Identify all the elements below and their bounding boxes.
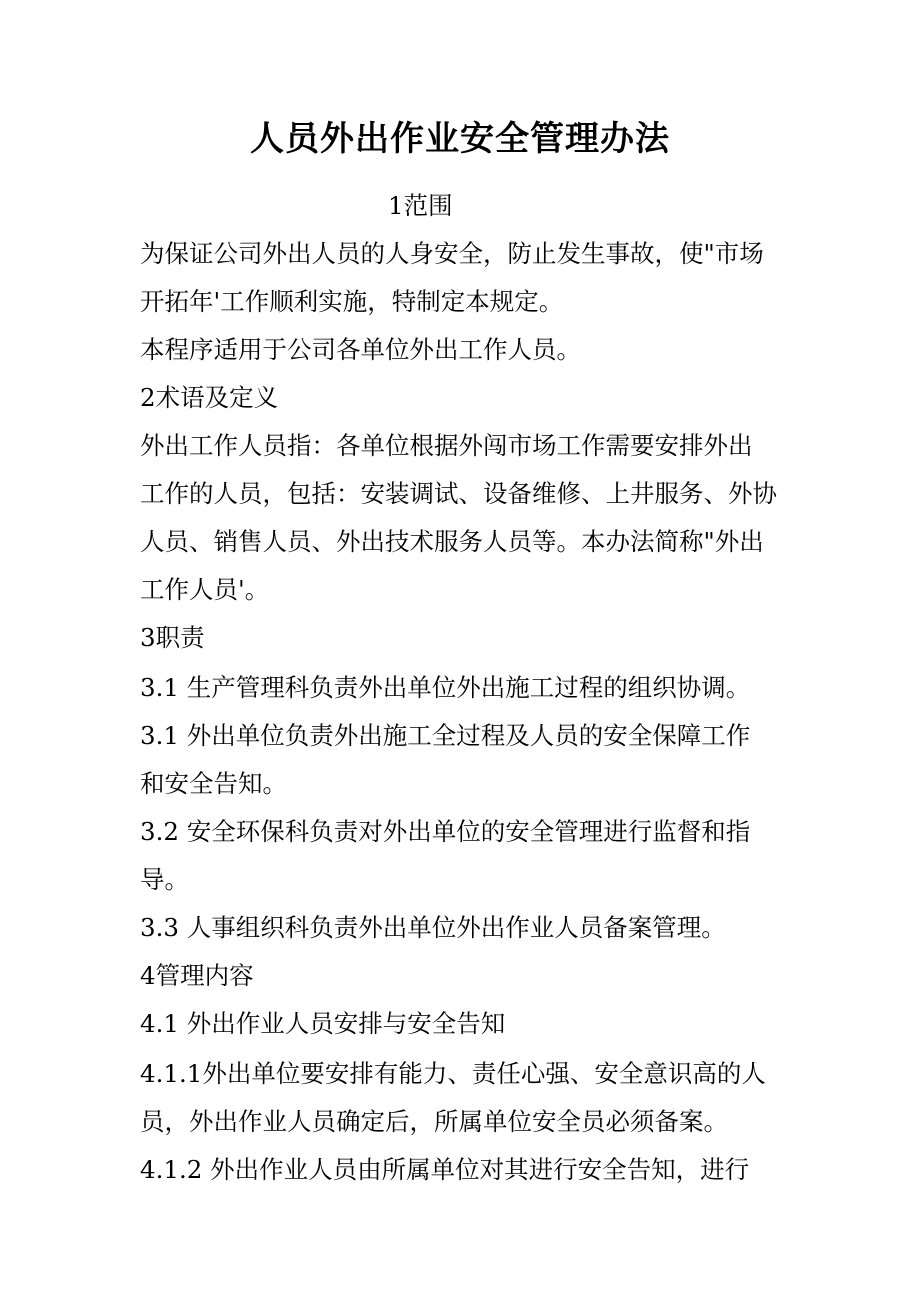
paragraph-line: 3.2 安全环保科负责对外出单位的安全管理进行监督和指 <box>140 817 751 846</box>
paragraph-line: 人员、销售人员、外出技术服务人员等。本办法简称"外出 <box>140 527 764 556</box>
paragraph-line: 外出工作人员指：各单位根据外闯市场工作需要安排外出 <box>140 431 753 460</box>
paragraph-line: 4.1.2 外出作业人员由所属单位对其进行安全告知，进行 <box>140 1155 750 1184</box>
paragraph-line: 员，外出作业人员确定后，所属单位安全员必须备案。 <box>140 1107 728 1136</box>
paragraph-line: 4.1.1外出单位要安排有能力、责任心强、安全意识高的人 <box>140 1059 766 1088</box>
paragraph-line: 本程序适用于公司各单位外出工作人员。 <box>140 335 581 364</box>
paragraph-line: 3.3 人事组织科负责外出单位外出作业人员备案管理。 <box>140 913 726 942</box>
paragraph-line: 3.1 生产管理科负责外出单位外出施工过程的组织协调。 <box>140 673 751 702</box>
document-title: 人员外出作业安全管理办法 <box>250 119 670 159</box>
section-heading-scope: 1范围 <box>388 191 453 220</box>
paragraph-line: 导。 <box>140 865 189 894</box>
paragraph-line: 为保证公司外出人员的人身安全，防止发生事故，使"市场 <box>140 239 764 268</box>
paragraph-line: 工作的人员，包括：安装调试、设备维修、上井服务、外协 <box>140 479 777 508</box>
subsection-heading: 4.1 外出作业人员安排与安全告知 <box>140 1009 506 1038</box>
section-heading-terms: 2术语及定义 <box>140 383 279 412</box>
paragraph-line: 开拓年'工作顺利实施，特制定本规定。 <box>140 287 564 316</box>
paragraph-line: 3.1 外出单位负责外出施工全过程及人员的安全保障工作 <box>140 721 751 750</box>
section-heading-duties: 3职责 <box>140 623 205 652</box>
section-heading-management: 4管理内容 <box>140 961 254 990</box>
paragraph-line: 和安全告知。 <box>140 769 287 798</box>
paragraph-line: 工作人员'。 <box>140 575 270 604</box>
